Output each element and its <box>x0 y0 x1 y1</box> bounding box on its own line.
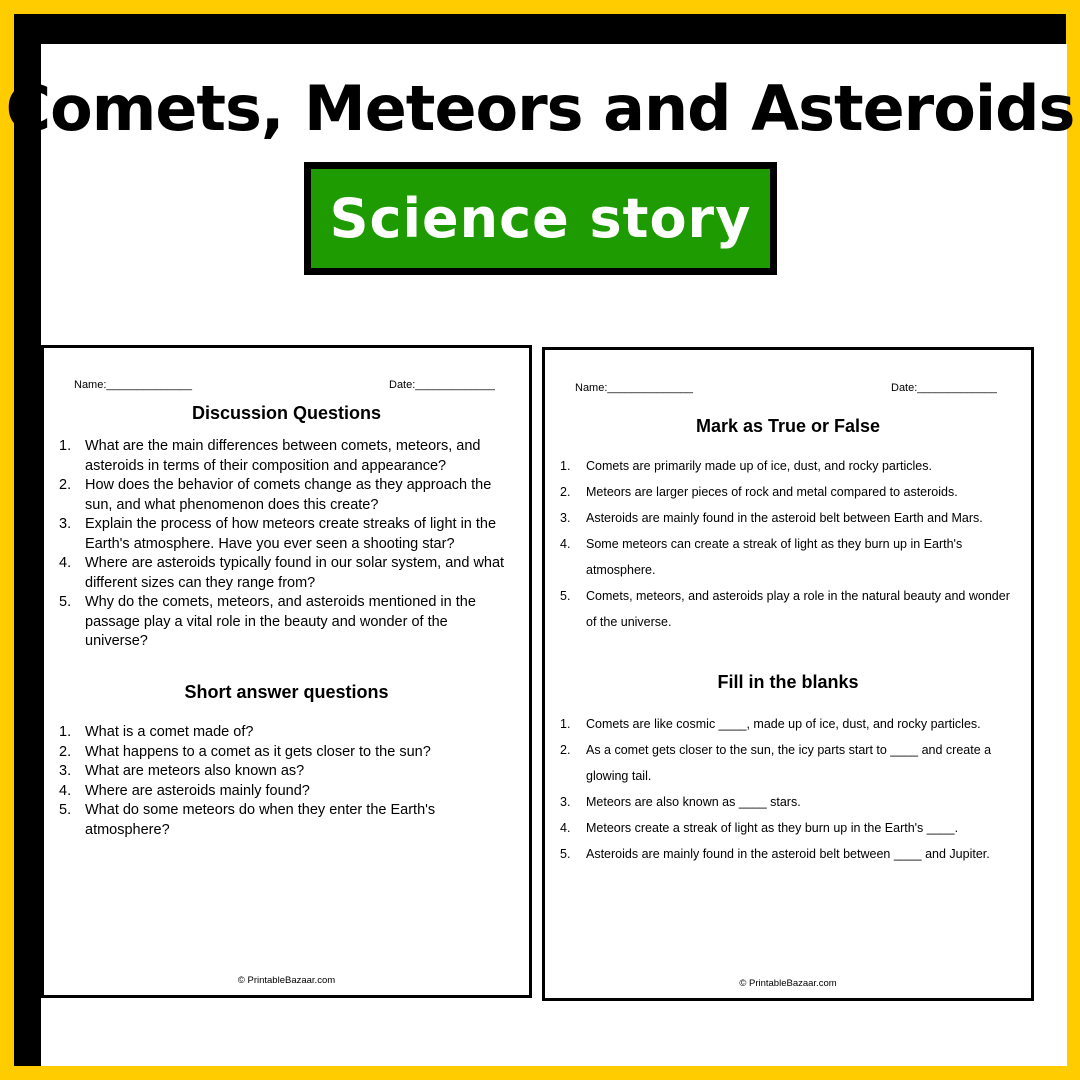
list-item: 2. How does the behavior of comets change as they approach the sun, and what phenomenon does this create? <box>59 477 492 513</box>
list-item: 2. As a comet gets closer to the sun, the icy parts start to ____ and create a glowing tail. <box>560 743 992 783</box>
list-item: 3. Explain the process of how meteors create streaks of light in the Earth's atmosphere. Have you ever seen a shooting star? <box>59 516 497 552</box>
list-item: 2. What happens to a comet as it gets closer to the sun? <box>59 743 431 760</box>
discussion-questions-list <box>44 437 514 652</box>
badge-label: Science story <box>329 187 752 250</box>
list-item: 5. What do some meteors do when they enter the Earth's atmosphere? <box>59 802 436 838</box>
worksheet-page-left <box>41 345 532 998</box>
page-title: Comets, Meteors and Asteroids <box>5 72 1075 145</box>
list-item: 1. Comets are like cosmic ____, made up of ice, dust, and rocky particles. <box>560 717 981 731</box>
short-answer-heading: Short answer questions <box>184 682 389 702</box>
fill-in-blanks-heading: Fill in the blanks <box>717 672 859 692</box>
fill-in-blanks-list <box>545 711 1015 867</box>
date-field-label: Date:_____________ <box>891 382 997 394</box>
list-item: 3. Meteors are also known as ____ stars. <box>560 795 801 809</box>
list-item: 4. Where are asteroids typically found in our solar system, and what different sizes can they range from? <box>59 555 505 591</box>
true-false-list <box>545 453 1015 635</box>
footer-copyright: © PrintableBazaar.com <box>237 975 336 986</box>
name-field-label: Name:______________ <box>74 379 193 391</box>
short-answer-list <box>44 723 514 840</box>
list-item: 5. Why do the comets, meteors, and asteroids mentioned in the passage play a vital role in the beauty and wonder of the universe? <box>59 594 476 649</box>
discussion-questions-heading: Discussion Questions <box>191 403 382 423</box>
list-item: 4. Where are asteroids mainly found? <box>59 782 310 799</box>
list-item: 4. Some meteors can create a streak of light as they burn up in Earth's atmosphere. <box>560 537 963 577</box>
list-item: 3. Asteroids are mainly found in the asteroid belt between Earth and Mars. <box>560 511 983 525</box>
list-item: 5. Asteroids are mainly found in the asteroid belt between ____ and Jupiter. <box>560 847 990 861</box>
list-item: 3. What are meteors also known as? <box>59 763 305 779</box>
list-item: 5. Comets, meteors, and asteroids play a role in the natural beauty and wonder of the universe. <box>560 589 1010 629</box>
date-field-label: Date:_____________ <box>389 379 495 391</box>
name-field-label: Name:______________ <box>575 382 694 394</box>
list-item: 4. Meteors create a streak of light as they burn up in the Earth's ____. <box>560 821 959 835</box>
list-item: 1. What are the main differences between comets, meteors, and asteroids in terms of their composition and appearance? <box>59 438 481 474</box>
footer-copyright: © PrintableBazaar.com <box>739 978 837 989</box>
list-item: 1. What is a comet made of? <box>59 724 254 740</box>
list-item: 1. Comets are primarily made up of ice, dust, and rocky particles. <box>560 459 932 473</box>
list-item: 2. Meteors are larger pieces of rock and metal compared to asteroids. <box>560 485 958 499</box>
science-story-badge <box>304 162 777 275</box>
worksheet-page-right <box>542 347 1034 1001</box>
true-false-heading: Mark as True or False <box>695 416 881 436</box>
